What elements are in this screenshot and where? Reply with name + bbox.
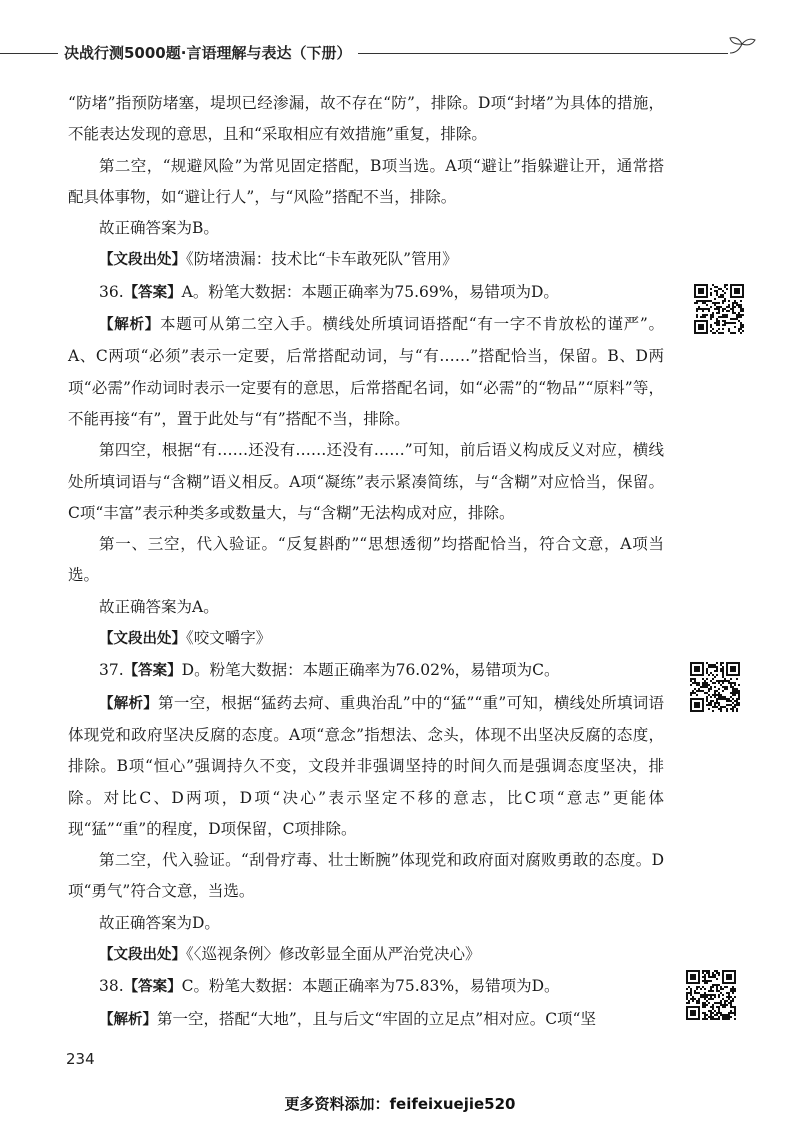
analysis-text: 第一空，根据“猛药去疴、重典治乱”中的“猛”“重”可知，横线处所填词语体现党和政府坚决反腐的态度。A项“意念”指想法、念头，体现不出坚决反腐的态度，排除。B项“恒心”强调持久不变，文段并非强调坚持的时间久而是强调态度坚决，排除。对比C、D两项，D项“决心”表示坚定不移的意志，比C项“意志”更能体现“猛”“重”的程度，D项保留，C项排除。: [68, 693, 665, 838]
paragraph: 第二空，“规避风险”为常见固定搭配，B项当选。A项“避让”指躲避让开，通常搭配具体事物，如“避让行人”，与“风险”搭配不当，排除。: [68, 156, 664, 206]
question-number: 37.: [99, 661, 124, 680]
q36-analysis: [68, 309, 664, 435]
page-number: 234: [66, 1050, 95, 1068]
header-rule-left: [0, 53, 58, 54]
page-body: [68, 88, 664, 1036]
source-line: [68, 244, 664, 276]
answer-label: 【答案】: [123, 663, 182, 680]
analysis-label: 【解析】: [99, 1011, 157, 1028]
paragraph: 故正确答案为D。: [99, 913, 220, 932]
paragraph: 故正确答案为B。: [99, 219, 219, 238]
running-header: [0, 40, 800, 64]
q37-analysis: [68, 688, 664, 845]
source-line: [68, 939, 664, 971]
paragraph: “防堵”指预防堵塞，堤坝已经渗漏，故不存在“防”，排除。D项“封堵”为具体的措施，不能表达发现的意思，且和“采取相应有效措施”重复，排除。: [68, 94, 664, 144]
paragraph: 第二空，代入验证。“刮骨疗毒、壮士断腕”体现党和政府面对腐败勇敢的态度。D项“勇气”符合文意，当选。: [68, 851, 664, 901]
source-text: 《〈巡视条例〉修改彰显全面从严治党决心》: [186, 945, 481, 964]
answer-label: 【答案】: [123, 979, 182, 996]
answer-label: 【答案】: [123, 284, 182, 301]
q37-answer: [68, 655, 664, 687]
paragraph: 故正确答案为A。: [99, 597, 219, 616]
source-label: 【文段出处】: [99, 947, 186, 964]
source-text: 《咬文嚼字》: [186, 629, 272, 648]
header-title: 决战行测5000题·言语理解与表达（下册）: [64, 44, 352, 62]
analysis-label: 【解析】: [99, 317, 160, 334]
q38-answer: [68, 971, 664, 1003]
source-label: 【文段出处】: [99, 631, 186, 648]
header-rule-right: [358, 53, 728, 54]
question-number: 38.: [99, 977, 124, 996]
paragraph: 第四空，根据“有……还没有……还没有……”可知，前后语义构成反义对应，横线处所填词语与“含糊”语义相反。A项“凝练”表示紧凑简练，与“含糊”对应恰当，保留。C项“丰富”表示种类多或数量大，与“含糊”无法构成对应，排除。: [68, 441, 664, 522]
qr-code-icon[interactable]: [694, 284, 744, 334]
source-line: [68, 623, 664, 655]
sprout-icon: [728, 34, 758, 64]
analysis-text: 第一空，搭配“大地”，且与后文“牢固的立足点”相对应。C项“坚: [157, 1009, 596, 1028]
q36-answer: [68, 277, 664, 309]
answer-text: C。粉笔大数据：本题正确率为75.83%，易错项为D。: [181, 977, 560, 996]
analysis-label: 【解析】: [99, 695, 159, 712]
paragraph: 第一、三空，代入验证。“反复斟酌”“思想透彻”均搭配恰当，符合文意，A项当选。: [68, 535, 664, 585]
footer-note: 更多资料添加：feifeixuejie520: [284, 1095, 516, 1113]
analysis-text: 本题可从第二空入手。横线处所填词语搭配“有一字不肯放松的谨严”。A、C两项“必须”表示一定要，后常搭配动词，与“有……”搭配恰当，保留。B、D两项“必需”作动词时表示一定要有的意思，后常搭配名词，如“必需”的“物品”“原料”等，不能再接“有”，置于此处与“有”搭配不当，排除。: [68, 315, 665, 428]
qr-code-icon[interactable]: [686, 970, 736, 1020]
source-text: 《防堵溃漏：技术比“卡车敢死队”管用》: [186, 250, 458, 269]
answer-text: D。粉笔大数据：本题正确率为76.02%，易错项为C。: [181, 661, 560, 680]
qr-code-icon[interactable]: [690, 662, 740, 712]
q38-analysis: [68, 1004, 664, 1036]
answer-text: A。粉笔大数据：本题正确率为75.69%，易错项为D。: [181, 282, 559, 301]
source-label: 【文段出处】: [99, 252, 186, 269]
question-number: 36.: [99, 282, 124, 301]
